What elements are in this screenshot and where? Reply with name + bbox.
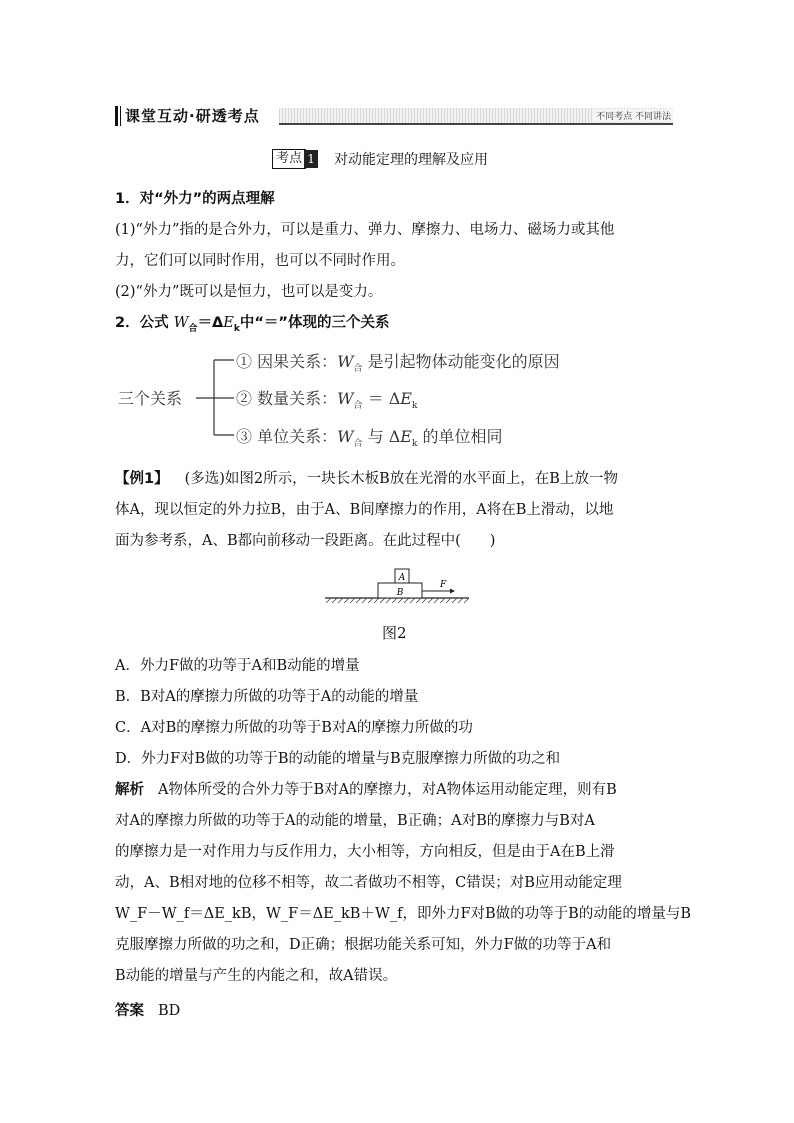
example-tag: 【例1】 xyxy=(115,471,169,487)
kaodian-number: 1 xyxy=(304,150,318,168)
label-a: A xyxy=(398,573,406,583)
s2-W: W xyxy=(173,315,189,331)
r1-W: W xyxy=(337,352,354,371)
analysis-line1 xyxy=(115,778,617,799)
r2-prefix: ② 数量关系： xyxy=(236,389,338,408)
section2-heading xyxy=(115,311,389,334)
example-text1: (多选)如图2所示，一块长木板B放在光滑的水平面上，在B上放一物 xyxy=(184,471,618,487)
r2-text: ＝ Δ xyxy=(362,389,401,408)
analysis-line3: 的摩擦力是一对作用力与反作用力，大小相等，方向相反，但是由于A在B上滑 xyxy=(115,844,615,860)
s2-E: E xyxy=(223,315,234,331)
r3-sub: 合 xyxy=(353,439,363,450)
kaodian-title: 对动能定理的理解及应用 xyxy=(334,151,489,168)
relation-3 xyxy=(236,424,503,449)
option-d: D．外力F对B做的功等于B的动能的增量与B克服摩擦力所做的功之和 xyxy=(115,751,561,767)
analysis-line2: 对A的摩擦力所做的功等于A的动能的增量，B正确；A对B的摩擦力与B对A xyxy=(115,813,595,829)
r2-ksub: k xyxy=(411,401,418,412)
r3-prefix: ③ 单位关系： xyxy=(236,427,338,446)
analysis-line7: B动能的增量与产生的内能之和，故A错误。 xyxy=(115,968,398,984)
analysis-line6: 克服摩擦力所做的功之和，D正确；根据功能关系可知，外力F做的功等于A和 xyxy=(115,937,612,953)
banner-bar xyxy=(115,106,118,126)
answer-value: BD xyxy=(158,1003,181,1019)
relation-diagram xyxy=(118,346,618,450)
s2-suffix: 中“＝”体现的三个关系 xyxy=(239,315,390,331)
section1-para1b: 力，它们可以同时作用，也可以不同时作用。 xyxy=(115,253,405,269)
relation-label: 三个关系 xyxy=(118,389,183,408)
section1-para1a: (1)“外力”指的是合外力，可以是重力、弹力、摩擦力、电场力、磁场力或其他 xyxy=(115,222,615,238)
option-b: B．B对A的摩擦力所做的功等于A的动能的增量 xyxy=(115,689,419,705)
section1-heading: 1．对“外力”的两点理解 xyxy=(115,191,275,207)
kaodian-heading xyxy=(272,148,488,168)
r1-prefix: ① 因果关系： xyxy=(236,352,338,371)
example-line1 xyxy=(115,467,618,488)
s2-prefix: 2．公式 xyxy=(115,315,174,331)
r3-ksub: k xyxy=(411,439,418,450)
section-banner xyxy=(115,106,677,126)
banner-underline xyxy=(279,123,673,125)
r2-sub: 合 xyxy=(353,401,363,412)
r3-text: 的单位相同 xyxy=(417,427,503,446)
analysis-text1: A物体所受的合外力等于B对A的摩擦力，对A物体运用动能定理，则有B xyxy=(158,782,617,798)
banner-tag: 不同考点 不同讲法 xyxy=(594,109,673,122)
example-line3: 面为参考系，A、B都向前移动一段距离。在此过程中( ) xyxy=(115,533,496,549)
example-line2: 体A，现以恒定的外力拉B，由于A、B间摩擦力的作用，A将在B上滑动，以地 xyxy=(115,502,614,518)
option-c: C．A对B的摩擦力所做的功等于B对A的摩擦力所做的功 xyxy=(115,720,473,736)
analysis-line5: W_F－W_f＝ΔE_kB，W_F＝ΔE_kB＋W_f，即外力F对B做的功等于B的动能的增量与B xyxy=(115,906,691,922)
r3-mid: 与 Δ xyxy=(362,427,401,446)
kaodian-label: 考点 xyxy=(272,149,306,169)
ground-hatch xyxy=(326,598,469,603)
figure-caption: 图2 xyxy=(382,624,407,642)
relation-1 xyxy=(236,349,560,374)
block-figure xyxy=(322,565,472,605)
r3-E: E xyxy=(400,427,412,446)
answer-label: 答案 xyxy=(115,1003,144,1019)
answer-line xyxy=(115,999,180,1020)
relation-2 xyxy=(236,386,417,411)
r2-E: E xyxy=(400,389,412,408)
force-arrowhead xyxy=(450,589,455,594)
s2-sub: 合 xyxy=(188,323,198,334)
banner-bar-thin xyxy=(120,106,121,126)
section1-para2: (2)“外力”既可以是恒力，也可以是变力。 xyxy=(115,284,383,300)
s2-ksub: k xyxy=(233,323,240,334)
banner-title: 课堂互动·研透考点 xyxy=(125,107,260,125)
analysis-line4: 动，A、B相对地的位移不相等，故二者做功不相等，C错误；对B应用动能定理 xyxy=(115,875,622,891)
r2-W: W xyxy=(337,389,354,408)
option-a: A．外力F做的功等于A和B动能的增量 xyxy=(115,658,360,674)
label-f: F xyxy=(440,580,447,590)
r1-text: 是引起物体动能变化的原因 xyxy=(362,352,560,371)
label-b: B xyxy=(396,588,404,598)
r3-W: W xyxy=(337,427,354,446)
r1-sub: 合 xyxy=(353,364,363,375)
analysis-label: 解析 xyxy=(115,782,144,798)
s2-mid: ＝Δ xyxy=(197,315,224,331)
